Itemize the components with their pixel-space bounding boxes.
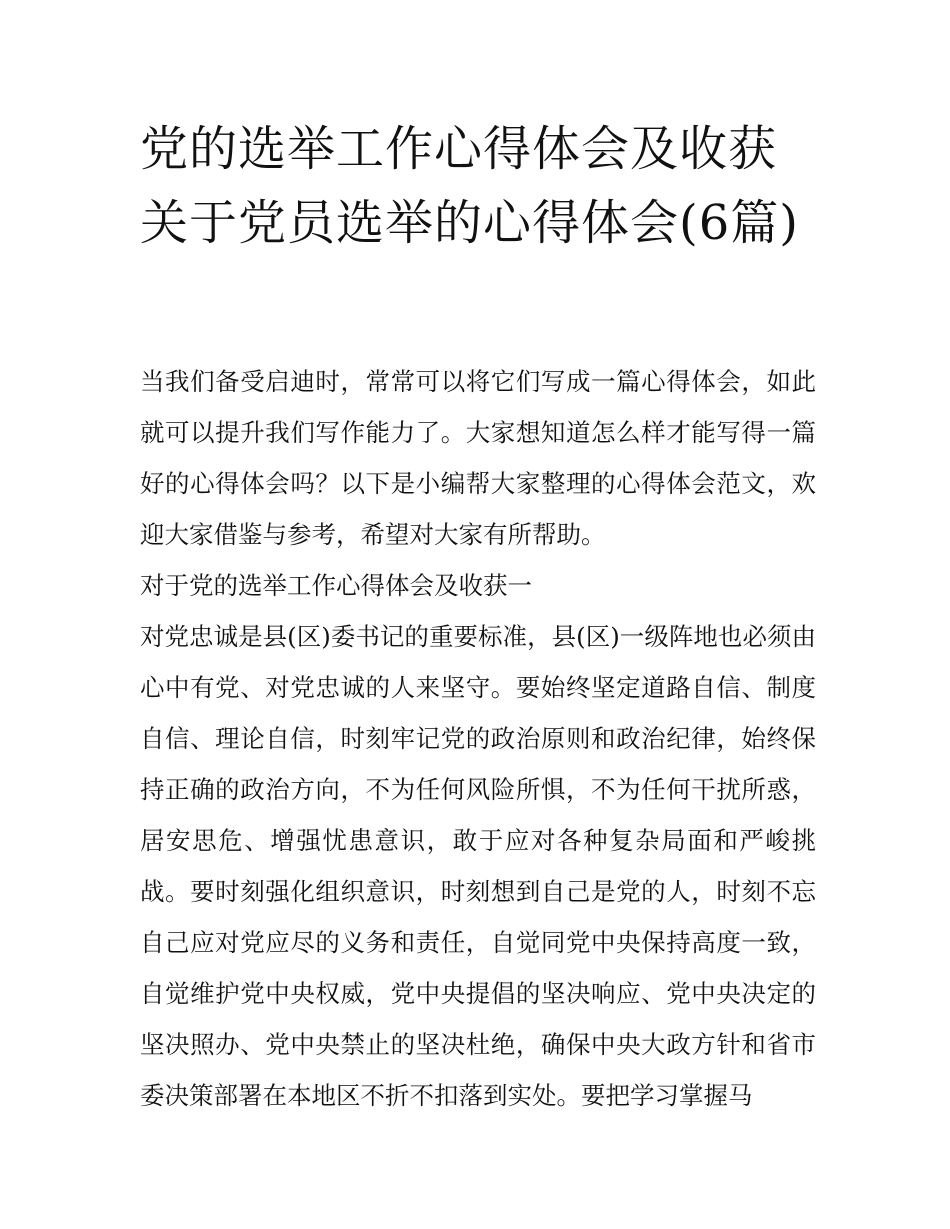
section-heading: 对于党的选举工作心得体会及收获一	[140, 571, 532, 600]
body-paragraph: 对党忠诚是县(区)委书记的重要标准，县(区)一级阵地也必须由心中有党、对党忠诚的人来坚守。要始终坚定道路自信、制度自信、理论自信，时刻牢记党的政治原则和政治纪律，始终保持正确的政治方向，不为任何风险所惧，不为任何干扰所惑，居安思危、增强忧患意识，敢于应对各种复杂局面和严峻挑战。要时刻强化组织意识，时刻想到自己是党的人，时刻不忘自己应对党应尽的义务和责任，自觉同党中央保持高度一致，自觉维护党中央权威，党中央提倡的坚决响应、党中央决定的坚决照办、党中央禁止的坚决杜绝，确保中央大政方针和省市委决策部署在本地区不折不扣落到实处。要把学习掌握马	[140, 622, 816, 1110]
document-title: 党的选举工作心得体会及收获关于党员选举的心得体会(6篇)	[140, 121, 799, 251]
intro-paragraph: 当我们备受启迪时，常常可以将它们写成一篇心得体会，如此就可以提升我们写作能力了。大家想知道怎么样才能写得一篇好的心得体会吗？以下是小编帮大家整理的心得体会范文，欢迎大家借鉴与参考，希望对大家有所帮助。	[140, 367, 816, 549]
document-content	[140, 356, 816, 1121]
